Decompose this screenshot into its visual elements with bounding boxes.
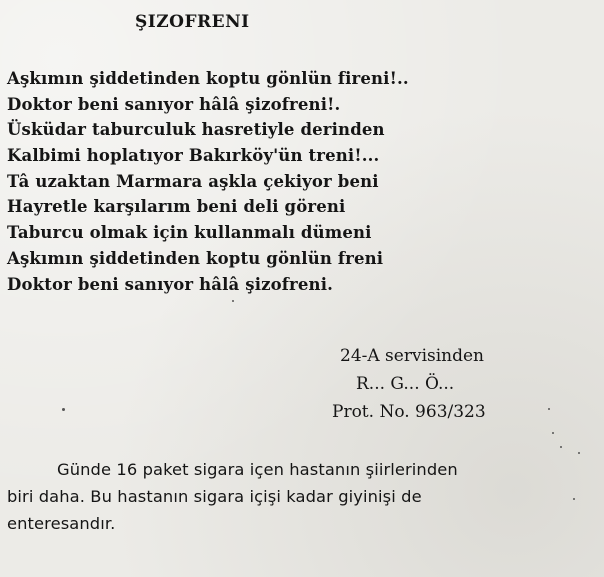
print-speck [573,498,575,500]
author-signature [332,342,486,426]
signature-initials: R... G... Ö... [356,374,455,394]
poem-line: Aşkımın şiddetinden koptu gönlün freni [7,248,384,268]
poem-body [7,66,409,297]
poem-title: ŞIZOFRENI [135,12,250,32]
signature-protocol-number: Prot. No. 963/323 [332,402,486,422]
poem-line: Aşkımın şiddetinden koptu gönlün fireni!.. [7,69,409,88]
print-speck [578,452,580,454]
poem-line: Doktor beni sanıyor hâlâ şizofreni. [7,274,334,294]
editor-note [7,456,597,537]
poem-line: Kalbimi hoplatıyor Bakırköy'ün treni!... [7,146,380,166]
poem-line: Hayretle karşılarım beni deli göreni [7,197,346,217]
note-line: Günde 16 paket sigara içen hastanın şiirlerinden [57,460,458,479]
note-line: biri daha. Bu hastanın sigara içişi kadar giyinişi de [7,487,422,506]
print-speck [232,300,234,302]
print-speck [552,432,554,434]
print-speck [560,446,562,448]
poem-line: Taburcu olmak için kullanmalı dümeni [7,223,372,243]
signature-service: 24-A servisinden [340,346,485,366]
poem-line: Tâ uzaktan Marmara aşkla çekiyor beni [7,171,379,191]
poem-line: Doktor beni sanıyor hâlâ şizofreni!. [7,94,341,114]
poem-line: Üsküdar taburculuk hasretiyle derinden [7,120,385,140]
note-line: enteresandır. [7,514,116,533]
print-speck [62,408,65,411]
print-speck [548,408,550,410]
